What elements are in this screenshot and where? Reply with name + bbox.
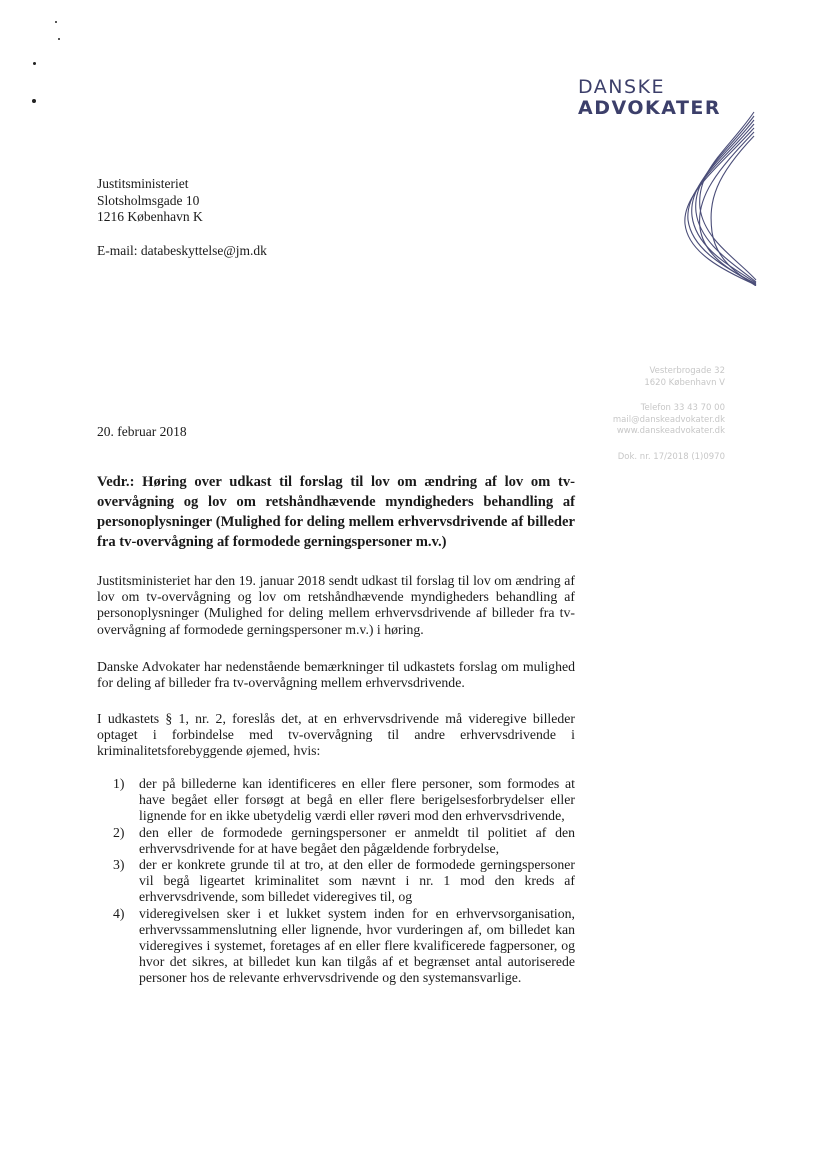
danske-advokater-logo — [578, 76, 758, 272]
condition-number: 1) — [113, 776, 125, 791]
recipient-city: 1216 København K — [97, 209, 203, 224]
sender-web: www.danskeadvokater.dk — [616, 426, 725, 436]
journal-number: Dok. nr. 17/2018 (1)0970 — [617, 451, 725, 462]
scan-speck — [55, 21, 57, 23]
body-paragraph: Danske Advokater har nedenstående bemærkninger til udkastets forslag om mulighed for deling af billeder fra tv-overvågning mellem erhvervsdrivende. — [97, 659, 575, 691]
condition-number: 2) — [113, 824, 125, 840]
sender-street: Vesterbrogade 32 — [649, 366, 725, 376]
condition-number: 4) — [113, 905, 125, 921]
condition-item — [97, 857, 575, 906]
body-paragraph: I udkastets § 1, nr. 2, foreslås det, at en erhvervsdrivende må videregive billeder optaget i forbindelse med tv-overvågning til andre erhvervsdrivende i kriminalitetsforebyggende øjemed, hvis: — [97, 711, 575, 759]
conditions-list — [97, 776, 575, 987]
body-paragraph: Justitsministeriet har den 19. januar 2018 sendt udkast til forslag til lov om ændring af lov om tv-overvågning og lov om retshåndhævende myndigheders behandling af personoplysninger (Mulighed for deling mellem erhvervsdrivende af billeder fra tv-overvågning af formodede gerningspersoner m.v.) i høring. — [97, 573, 575, 637]
sender-phone: Telefon 33 43 70 00 — [640, 403, 725, 413]
subject-heading: Vedr.: Høring over udkast til forslag til lov om ændring af lov om tv-overvågning og lov om retshåndhævende myndigheders behandling af personoplysninger (Mulighed for deling mellem erhvervsdrivende af billeder fra tv-overvågning af formodede gerningspersoner m.v.) — [97, 474, 575, 550]
condition-item — [97, 906, 575, 987]
scan-speck — [58, 38, 60, 40]
wave-lines-icon — [578, 90, 758, 286]
condition-text: videregivelsen sker i et lukket system inden for en erhvervsorganisation, erhvervssammenslutning eller lignende, hvor vurderingen af, om billedet kan videregives i systemet, foretages af en eller flere kvalificerede fagpersoner, og hvor det sikres, at billedet kun kan tilgås af et begrænset antal autoriserede personer hos de relevante erhvervsdrivende og den systemansvarlige. — [139, 905, 575, 986]
scan-speck — [32, 99, 36, 103]
condition-text: der er konkrete grunde til at tro, at den eller de formodede gerningspersoner vil begå ligeartet kriminalitet som nævnt i nr. 1 mod den kreds af erhvervsdrivende, som billedet videregives til, og — [139, 857, 575, 905]
sender-contact-block — [613, 366, 725, 463]
recipient-name: Justitsministeriet — [97, 176, 189, 191]
condition-text: der på billederne kan identificeres en eller flere personer, som formodes at have begået eller forsøgt at begå en eller flere berigelsesforbrydelser eller lignende for en ikke ubetydelig værdi eller røveri mod den erhvervsdrivende, — [139, 776, 575, 824]
recipient-address — [97, 176, 203, 226]
logo-line-danske: DANSKE — [578, 76, 666, 98]
letter-date: 20. februar 2018 — [97, 424, 187, 439]
condition-number: 3) — [113, 857, 125, 873]
scan-speck — [33, 62, 36, 65]
sender-city: 1620 København V — [644, 377, 725, 388]
condition-item — [97, 776, 575, 825]
recipient-street: Slotsholmsgade 10 — [97, 192, 200, 208]
sender-email: mail@danskeadvokater.dk — [612, 414, 725, 425]
condition-item — [97, 825, 575, 857]
recipient-email: E-mail: databeskyttelse@jm.dk — [97, 243, 267, 258]
condition-text: den eller de formodede gerningspersoner er anmeldt til politiet af den erhvervsdrivende for at have begået den pågældende forbrydelse, — [139, 824, 575, 856]
logo-line-advokater: ADVOKATER — [578, 97, 722, 119]
